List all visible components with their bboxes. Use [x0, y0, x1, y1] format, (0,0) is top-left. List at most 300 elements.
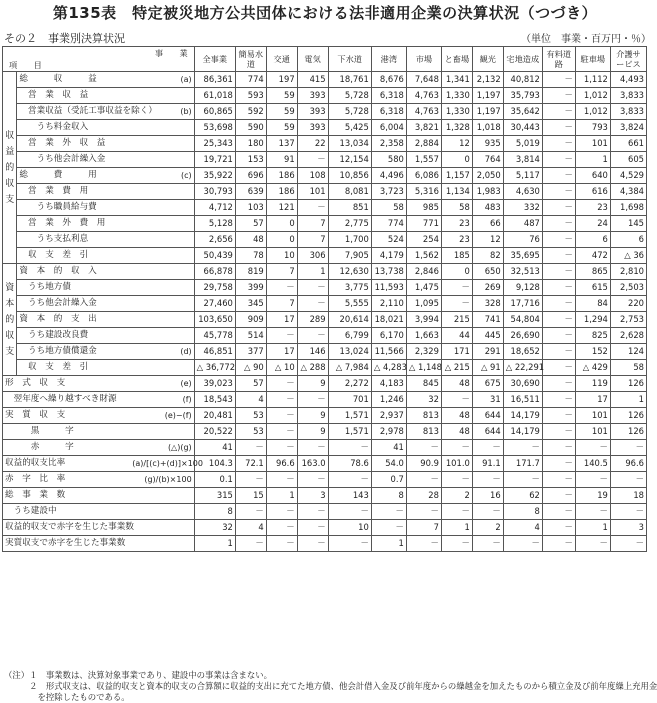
table-cell: 1,700 — [328, 232, 371, 248]
table-cell: 27,460 — [194, 296, 235, 312]
table-cell: 60,865 — [194, 104, 235, 120]
table-cell: － — [575, 472, 610, 488]
table-cell: － — [297, 392, 328, 408]
table-cell: 254 — [406, 232, 441, 248]
table-cell: 2,884 — [406, 136, 441, 152]
table-cell: 2,050 — [472, 168, 503, 184]
column-header: と畜場 — [441, 47, 472, 72]
table-cell: 7 — [406, 520, 441, 536]
table-cell: 8,676 — [371, 72, 406, 88]
table-row — [3, 376, 647, 392]
column-header: 駐車場 — [575, 47, 610, 72]
table-cell: 18,543 — [194, 392, 235, 408]
row-label: 営業収益（受託工事収益を除く） — [17, 104, 130, 120]
table-cell: 4,630 — [503, 184, 542, 200]
row-label: 収 支 差 引 — [17, 248, 130, 264]
table-row — [3, 408, 647, 424]
table-cell: 10 — [328, 520, 371, 536]
table-row — [3, 328, 647, 344]
table-cell: 3,814 — [503, 152, 542, 168]
table-cell: － — [406, 440, 441, 456]
table-cell: 57 — [235, 376, 266, 392]
table-cell: 1,197 — [472, 104, 503, 120]
table-cell: 315 — [194, 488, 235, 504]
table-row — [3, 200, 647, 216]
table-cell: 4 — [235, 392, 266, 408]
table-row — [3, 488, 647, 504]
table-cell: － — [297, 200, 328, 216]
table-cell: 2,272 — [328, 376, 371, 392]
table-cell: 1,557 — [406, 152, 441, 168]
table-cell: － — [297, 520, 328, 536]
table-cell: 48 — [441, 408, 472, 424]
column-header: 交通 — [266, 47, 297, 72]
table-cell: 6,004 — [371, 120, 406, 136]
table-row — [3, 168, 647, 184]
table-cell: － — [297, 536, 328, 552]
table-row — [3, 248, 647, 264]
header-row — [3, 47, 647, 72]
table-cell: 59 — [266, 104, 297, 120]
table-cell: － — [266, 376, 297, 392]
table-cell: 40,812 — [503, 72, 542, 88]
column-header: 観光 — [472, 47, 503, 72]
table-cell: 0 — [441, 264, 472, 280]
table-cell: 328 — [472, 296, 503, 312]
table-cell: 774 — [371, 216, 406, 232]
table-cell: 3,824 — [610, 120, 646, 136]
table-cell: 108 — [297, 168, 328, 184]
table-cell: － — [542, 472, 575, 488]
table-cell: 186 — [266, 184, 297, 200]
row-label: 総 収 益 — [17, 72, 130, 88]
table-cell: － — [542, 408, 575, 424]
table-cell: 84 — [575, 296, 610, 312]
table-cell: － — [503, 536, 542, 552]
table-cell: － — [266, 472, 297, 488]
table-cell: 19,721 — [194, 152, 235, 168]
row-label: 実質収支で赤字を生じた事業数 — [3, 536, 131, 552]
row-formula: (e) — [130, 376, 194, 392]
table-cell: － — [266, 424, 297, 440]
table-cell: 306 — [297, 248, 328, 264]
table-cell: 415 — [297, 72, 328, 88]
table-cell: 32 — [406, 392, 441, 408]
table-cell: 1 — [371, 536, 406, 552]
table-cell: 2,810 — [610, 264, 646, 280]
table-cell: 5,316 — [406, 184, 441, 200]
table-cell: 592 — [235, 104, 266, 120]
table-cell: 14,179 — [503, 408, 542, 424]
table-cell: 86,361 — [194, 72, 235, 88]
table-row — [3, 456, 647, 472]
table-cell: － — [297, 504, 328, 520]
table-cell: 1,112 — [575, 72, 610, 88]
row-label: 黒 字 — [3, 424, 131, 440]
corner-top-label: 事 業 — [154, 48, 188, 58]
table-cell: 143 — [328, 488, 371, 504]
table-cell: 6,799 — [328, 328, 371, 344]
table-cell: 13,024 — [328, 344, 371, 360]
table-cell: 1,663 — [406, 328, 441, 344]
table-cell: － — [441, 280, 472, 296]
table-cell: － — [441, 440, 472, 456]
table-cell: 813 — [406, 408, 441, 424]
table-cell: － — [610, 504, 646, 520]
table-row — [3, 264, 647, 280]
table-cell: 91 — [266, 152, 297, 168]
table-cell: △ 91 — [472, 360, 503, 376]
row-label: 収益的収支で赤字を生じた事業数 — [3, 520, 131, 536]
row-formula — [130, 504, 194, 520]
table-cell: 46,851 — [194, 344, 235, 360]
table-cell: 44 — [441, 328, 472, 344]
table-cell: 2,753 — [610, 312, 646, 328]
table-cell: － — [503, 440, 542, 456]
table-cell: 62 — [503, 488, 542, 504]
table-cell: 2,358 — [371, 136, 406, 152]
table-cell: 1 — [194, 536, 235, 552]
table-cell: 146 — [297, 344, 328, 360]
table-cell: 1,341 — [441, 72, 472, 88]
table-row — [3, 296, 647, 312]
table-cell: 78 — [235, 248, 266, 264]
table-cell: － — [542, 216, 575, 232]
table-subtitle: その２ 事業別決算状況 — [4, 32, 125, 45]
table-cell: 48 — [441, 424, 472, 440]
table-cell: － — [235, 440, 266, 456]
table-cell: － — [441, 472, 472, 488]
table-cell: 96.6 — [266, 456, 297, 472]
table-cell: 17 — [266, 344, 297, 360]
row-label: 形 式 収 支 — [3, 376, 131, 392]
table-cell: 6 — [575, 232, 610, 248]
table-cell: － — [441, 536, 472, 552]
table-cell: 289 — [297, 312, 328, 328]
row-formula — [130, 200, 194, 216]
table-cell: 76 — [503, 232, 542, 248]
table-cell: 12,154 — [328, 152, 371, 168]
table-cell: 50,439 — [194, 248, 235, 264]
table-cell: 32,513 — [503, 264, 542, 280]
table-cell: 18,652 — [503, 344, 542, 360]
table-cell: 54.0 — [371, 456, 406, 472]
table-cell: － — [297, 280, 328, 296]
table-cell: － — [441, 296, 472, 312]
row-formula — [130, 216, 194, 232]
table-cell: 7 — [266, 264, 297, 280]
table-cell: 8,081 — [328, 184, 371, 200]
table-cell: 163.0 — [297, 456, 328, 472]
table-row — [3, 440, 647, 456]
row-formula — [130, 136, 194, 152]
table-cell: 4,712 — [194, 200, 235, 216]
column-header: 簡易水道 — [235, 47, 266, 72]
table-cell: － — [542, 296, 575, 312]
table-cell: 1,134 — [441, 184, 472, 200]
table-cell: 57 — [235, 216, 266, 232]
table-cell: 15 — [235, 488, 266, 504]
table-cell: 152 — [575, 344, 610, 360]
table-cell: 16,511 — [503, 392, 542, 408]
table-cell: 3,821 — [406, 120, 441, 136]
table-cell: △ 4,283 — [371, 360, 406, 376]
row-label: 資 本 的 収 入 — [17, 264, 130, 280]
table-row — [3, 312, 647, 328]
table-cell: 103,650 — [194, 312, 235, 328]
table-cell: 11,566 — [371, 344, 406, 360]
table-cell: 661 — [610, 136, 646, 152]
row-label: 営 業 費 用 — [17, 184, 130, 200]
table-row — [3, 520, 647, 536]
row-label: 総 事 業 数 — [3, 488, 131, 504]
table-cell: － — [542, 280, 575, 296]
table-cell: － — [235, 536, 266, 552]
row-formula: (a) — [130, 72, 194, 88]
table-cell: 445 — [472, 328, 503, 344]
row-label: 営 業 外 費 用 — [17, 216, 130, 232]
table-cell: － — [542, 456, 575, 472]
table-title: 第135表 特定被災地方公共団体における法非適用企業の決算状況（つづき） — [52, 4, 598, 22]
table-cell: － — [542, 232, 575, 248]
table-cell: 605 — [610, 152, 646, 168]
table-cell: 865 — [575, 264, 610, 280]
table-cell: 18,021 — [371, 312, 406, 328]
table-cell: 90.9 — [406, 456, 441, 472]
row-formula — [130, 536, 194, 552]
table-cell: － — [371, 520, 406, 536]
table-cell: 1,294 — [575, 312, 610, 328]
table-cell: 19 — [575, 488, 610, 504]
table-cell: － — [503, 472, 542, 488]
table-cell: 59 — [266, 120, 297, 136]
row-formula — [130, 360, 194, 376]
table-cell: 5,425 — [328, 120, 371, 136]
table-cell: 6 — [610, 232, 646, 248]
row-label: うち地方債 — [17, 280, 130, 296]
table-cell: 23 — [441, 232, 472, 248]
table-cell: △ 10 — [266, 360, 297, 376]
table-cell: 345 — [235, 296, 266, 312]
column-header: 市場 — [406, 47, 441, 72]
table-cell: － — [266, 504, 297, 520]
table-cell: 35,922 — [194, 168, 235, 184]
table-row — [3, 392, 647, 408]
table-cell: 9 — [297, 376, 328, 392]
table-row — [3, 360, 647, 376]
row-group-label: 資本的収支 — [3, 264, 17, 376]
row-formula — [130, 88, 194, 104]
table-cell: － — [328, 536, 371, 552]
footnotes — [4, 670, 657, 703]
table-cell: 935 — [472, 136, 503, 152]
table-cell: 29,758 — [194, 280, 235, 296]
table-cell: 91.1 — [472, 456, 503, 472]
table-cell: 590 — [235, 120, 266, 136]
table-cell: 20,522 — [194, 424, 235, 440]
table-cell: 2,937 — [371, 408, 406, 424]
row-label: 資 本 的 支 出 — [17, 312, 130, 328]
table-cell: － — [542, 520, 575, 536]
table-cell: 39,023 — [194, 376, 235, 392]
table-cell: 13,034 — [328, 136, 371, 152]
table-cell: 8 — [371, 488, 406, 504]
table-cell: － — [542, 152, 575, 168]
table-cell: － — [328, 440, 371, 456]
table-cell: 793 — [575, 120, 610, 136]
table-cell: 1,475 — [406, 280, 441, 296]
table-cell: 20,614 — [328, 312, 371, 328]
table-cell: 4,529 — [610, 168, 646, 184]
table-cell: 121 — [266, 200, 297, 216]
table-cell: 764 — [472, 152, 503, 168]
table-cell: 35,642 — [503, 104, 542, 120]
table-cell: △ 90 — [235, 360, 266, 376]
table-cell: 1 — [266, 488, 297, 504]
table-row — [3, 152, 647, 168]
table-cell: 4,763 — [406, 104, 441, 120]
table-cell: 20,481 — [194, 408, 235, 424]
table-cell: － — [235, 504, 266, 520]
table-cell: 1 — [610, 392, 646, 408]
table-cell: 48 — [235, 232, 266, 248]
table-row — [3, 424, 647, 440]
table-cell: 18,761 — [328, 72, 371, 88]
row-formula — [130, 280, 194, 296]
table-cell: 24 — [575, 216, 610, 232]
row-label: 収益的収支比率 — [3, 456, 131, 472]
table-cell: 909 — [235, 312, 266, 328]
table-cell: 1 — [575, 520, 610, 536]
column-header: 有料道路 — [542, 47, 575, 72]
table-cell: － — [542, 200, 575, 216]
row-label: 実 質 収 支 — [3, 408, 131, 424]
column-header: 介護サービス — [610, 47, 646, 72]
table-cell: － — [610, 536, 646, 552]
table-cell: － — [266, 440, 297, 456]
table-cell: 54,804 — [503, 312, 542, 328]
table-cell: － — [266, 536, 297, 552]
table-row — [3, 72, 647, 88]
table-cell: 1,197 — [472, 88, 503, 104]
table-cell: 6,318 — [371, 88, 406, 104]
table-cell: － — [235, 472, 266, 488]
table-cell: 393 — [297, 104, 328, 120]
row-formula: (a)/[(c)+(d)]×100 — [130, 456, 194, 472]
table-cell: 3,723 — [371, 184, 406, 200]
table-cell: 53,698 — [194, 120, 235, 136]
table-row — [3, 216, 647, 232]
row-label: うち他会計繰入金 — [17, 152, 130, 168]
table-cell: 26,690 — [503, 328, 542, 344]
table-cell: 23 — [441, 216, 472, 232]
table-cell: － — [542, 120, 575, 136]
table-cell: 1,571 — [328, 424, 371, 440]
table-cell: 1,018 — [472, 120, 503, 136]
table-cell: 2,132 — [472, 72, 503, 88]
table-cell: 0.1 — [194, 472, 235, 488]
table-cell: 7 — [297, 232, 328, 248]
table-cell: 82 — [472, 248, 503, 264]
table-cell: 5,728 — [328, 88, 371, 104]
table-cell: 12 — [441, 136, 472, 152]
table-cell: － — [297, 440, 328, 456]
table-cell: 35,695 — [503, 248, 542, 264]
table-cell: 7,648 — [406, 72, 441, 88]
table-cell: 41 — [371, 440, 406, 456]
table-cell: 59 — [266, 88, 297, 104]
table-cell: △ 7,984 — [328, 360, 371, 376]
row-label: 収 支 差 引 — [17, 360, 130, 376]
table-cell: 171 — [441, 344, 472, 360]
table-cell: 58 — [610, 360, 646, 376]
table-cell: 7 — [297, 216, 328, 232]
row-formula: (△)(g) — [130, 440, 194, 456]
table-cell: 393 — [297, 88, 328, 104]
row-label: うち支払利息 — [17, 232, 130, 248]
row-formula: (g)/(b)×100 — [130, 472, 194, 488]
table-cell: － — [441, 504, 472, 520]
table-cell: 14,179 — [503, 424, 542, 440]
table-cell: 393 — [297, 120, 328, 136]
table-row — [3, 536, 647, 552]
table-cell: 171.7 — [503, 456, 542, 472]
table-row — [3, 504, 647, 520]
table-cell: 30,690 — [503, 376, 542, 392]
row-formula: (f) — [130, 392, 194, 408]
table-cell: － — [472, 440, 503, 456]
row-label: 総 費 用 — [17, 168, 130, 184]
table-cell: 7 — [266, 296, 297, 312]
table-cell: 101 — [575, 408, 610, 424]
row-formula — [130, 264, 194, 280]
table-cell: 1,330 — [441, 104, 472, 120]
table-row — [3, 120, 647, 136]
row-formula — [130, 120, 194, 136]
table-row — [3, 104, 647, 120]
table-row — [3, 136, 647, 152]
table-cell: 35,793 — [503, 88, 542, 104]
table-cell: 2 — [441, 488, 472, 504]
table-cell: － — [472, 536, 503, 552]
table-cell: 3,994 — [406, 312, 441, 328]
table-cell: 332 — [503, 200, 542, 216]
row-label: うち建設中 — [3, 504, 131, 520]
row-formula — [130, 424, 194, 440]
table-cell: － — [371, 504, 406, 520]
table-cell: 483 — [472, 200, 503, 216]
table-cell: 3,775 — [328, 280, 371, 296]
row-formula: (d) — [130, 344, 194, 360]
table-cell: 5,128 — [194, 216, 235, 232]
footnote: を控除したものである。 — [4, 692, 130, 702]
table-cell: 8 — [194, 504, 235, 520]
table-cell: △ 22,291 — [503, 360, 542, 376]
table-cell: － — [575, 504, 610, 520]
table-cell: 45,778 — [194, 328, 235, 344]
table-cell: 16 — [472, 488, 503, 504]
table-cell: 4,183 — [371, 376, 406, 392]
row-label: 赤 字 比 率 — [3, 472, 131, 488]
table-cell: － — [441, 392, 472, 408]
table-cell: 180 — [235, 136, 266, 152]
table-cell: 66 — [472, 216, 503, 232]
table-cell: 399 — [235, 280, 266, 296]
table-cell: 3,833 — [610, 104, 646, 120]
table-cell: － — [542, 184, 575, 200]
table-cell: 0 — [266, 216, 297, 232]
table-cell: － — [542, 424, 575, 440]
